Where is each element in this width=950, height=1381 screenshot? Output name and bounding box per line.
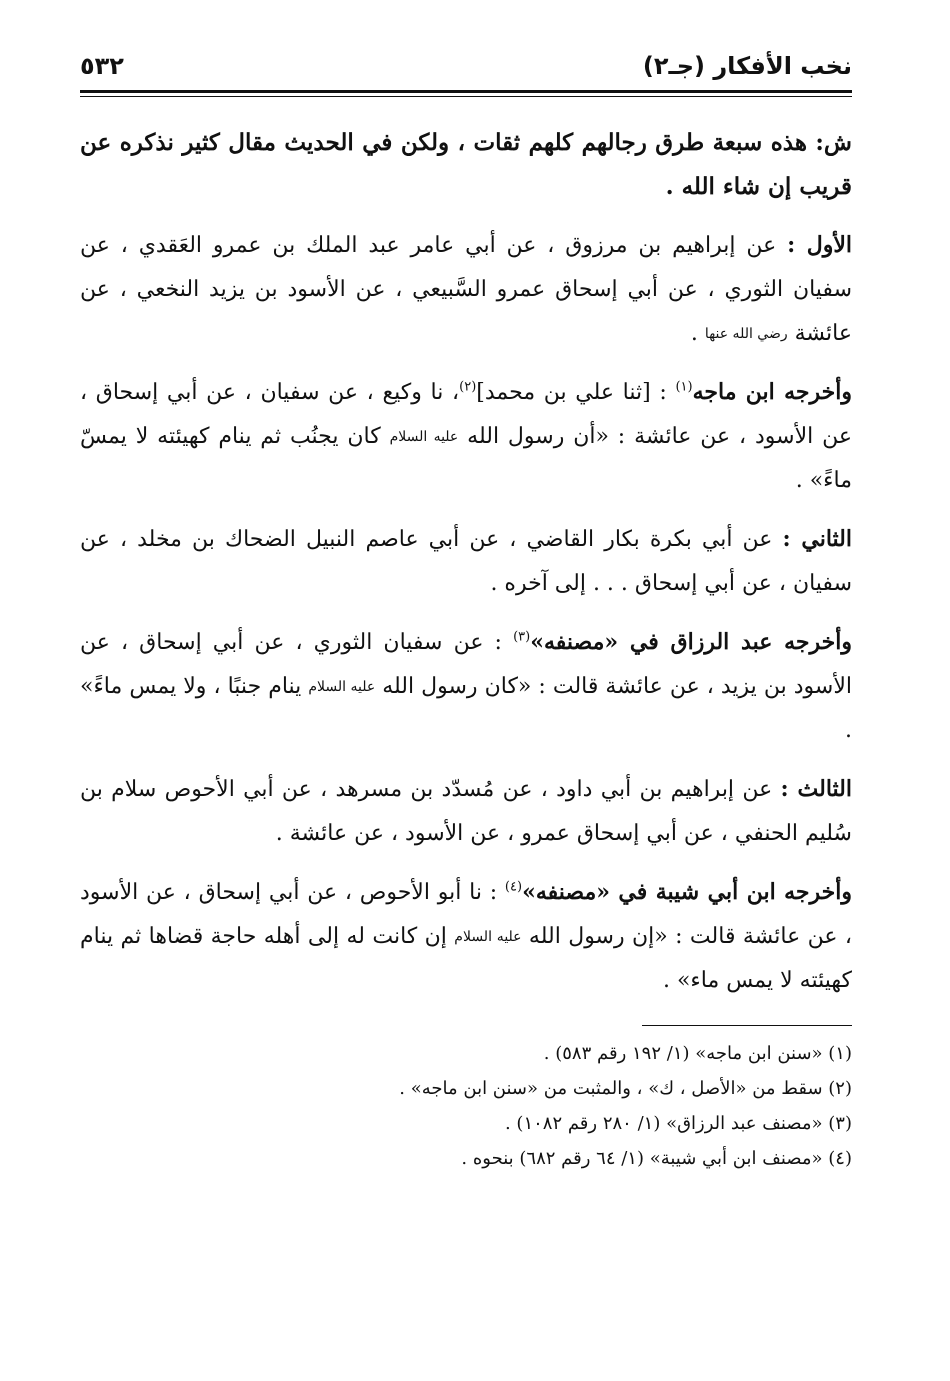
footnote-ref: (٤): [504, 879, 523, 895]
footnotes: [80, 1036, 852, 1176]
paragraph-lead: الأول :: [787, 232, 852, 258]
header-rule-thin: [80, 96, 852, 97]
paragraph-lead: الثالث :: [780, 776, 852, 802]
paragraph-text: : نا أبو الأحوص ، عن أبي إسحاق ، عن الأسود ، عن عائشة قالت : «إن رسول الله: [80, 880, 852, 949]
paragraph-abd-al-razzaq: [80, 620, 852, 753]
paragraph-tail: كان يجنُب ثم ينام كهيئته لا يمسّ ماءً» .: [80, 424, 852, 493]
footnote-ref: (٢): [459, 379, 477, 395]
paragraph-text: عن إبراهيم بن مرزوق ، عن أبي عامر عبد الملك بن عمرو العَقدي ، عن سفيان الثوري ، عن أبي إسحاق عمرو السَّبيعي ، عن الأسود بن يزيد النخعي ، عن عائشة: [80, 233, 852, 346]
paragraph-ibn-majah: [80, 370, 852, 503]
footnote-item: (٤) «مصنف ابن أبي شيبة» (١/ ٦٤ رقم ٦٨٢) بنحوه .: [461, 1148, 852, 1169]
footnote-item: (١) «سنن ابن ماجه» (١/ ١٩٢ رقم ٥٨٣) .: [543, 1043, 852, 1064]
paragraph-tail: ينام جنبًا ، ولا يمس ماءً» .: [80, 674, 852, 743]
book-page: [80, 50, 852, 1176]
paragraph-ibn-abi-shaybah: [80, 870, 852, 1003]
intro-paragraph: ش: هذه سبعة طرق رجالهم كلهم ثقات ، ولكن في الحديث مقال كثير نذكره عن قريب إن شاء الله .: [80, 129, 852, 200]
paragraph-lead: وأخرجه عبد الرزاق في «مصنفه»: [530, 629, 853, 655]
paragraph-text: : عن سفيان الثوري ، عن أبي إسحاق ، عن الأسود بن يزيد ، عن عائشة قالت : «كان رسول الله: [80, 630, 852, 699]
footnote-ref: (٣): [513, 629, 531, 645]
honorific-glyph: عليه السلام: [308, 679, 376, 695]
footnote-ref: (١): [675, 379, 693, 395]
footnote-item: (٣) «مصنف عبد الرزاق» (١/ ٢٨٠ رقم ١٠٨٢) .: [504, 1113, 852, 1134]
paragraph-lead: وأخرجه ابن ماجه: [692, 379, 852, 405]
paragraph-tail: .: [690, 321, 705, 346]
paragraph-tail: إن كانت له إلى أهله حاجة قضاها ثم ينام كهيئته لا يمس ماء» .: [80, 924, 852, 993]
paragraph-text: : [ثنا علي بن محمد]: [476, 380, 676, 405]
paragraph-third-chain: [80, 767, 852, 856]
footnote-item: (٢) سقط من «الأصل ، ك» ، والمثبت من «سنن ابن ماجه» .: [399, 1078, 852, 1099]
footnote-separator: [642, 1025, 852, 1026]
honorific-glyph: رضي الله عنها: [704, 326, 788, 342]
paragraph-lead: الثاني :: [782, 526, 852, 552]
paragraph-text: ، نا وكيع ، عن سفيان ، عن أبي إسحاق ، عن الأسود ، عن عائشة : «أن رسول الله: [80, 380, 853, 449]
page-body: [80, 121, 852, 1003]
header-rule-thick: [80, 90, 852, 93]
paragraph-second-chain: [80, 517, 852, 606]
paragraph-text: عن أبي بكرة بكار القاضي ، عن أبي عاصم النبيل الضحاك بن مخلد ، عن سفيان ، عن أبي إسحاق . . . إلى آخره .: [80, 527, 852, 596]
paragraph-first-chain: [80, 223, 852, 356]
running-header: [80, 50, 852, 90]
book-title: نخب الأفكار (جـ٢): [642, 52, 852, 80]
honorific-glyph: عليه السلام: [389, 429, 459, 445]
honorific-glyph: عليه السلام: [454, 929, 522, 945]
paragraph-text: عن إبراهيم بن أبي داود ، عن مُسدّد بن مسرهد ، عن أبي الأحوص سلام بن سُليم الحنفي ، عن أبي إسحاق عمرو ، عن الأسود ، عن عائشة .: [80, 777, 852, 846]
paragraph-lead: وأخرجه ابن أبي شيبة في «مصنفه»: [522, 879, 852, 905]
page-number: ٥٣٢: [80, 52, 124, 80]
